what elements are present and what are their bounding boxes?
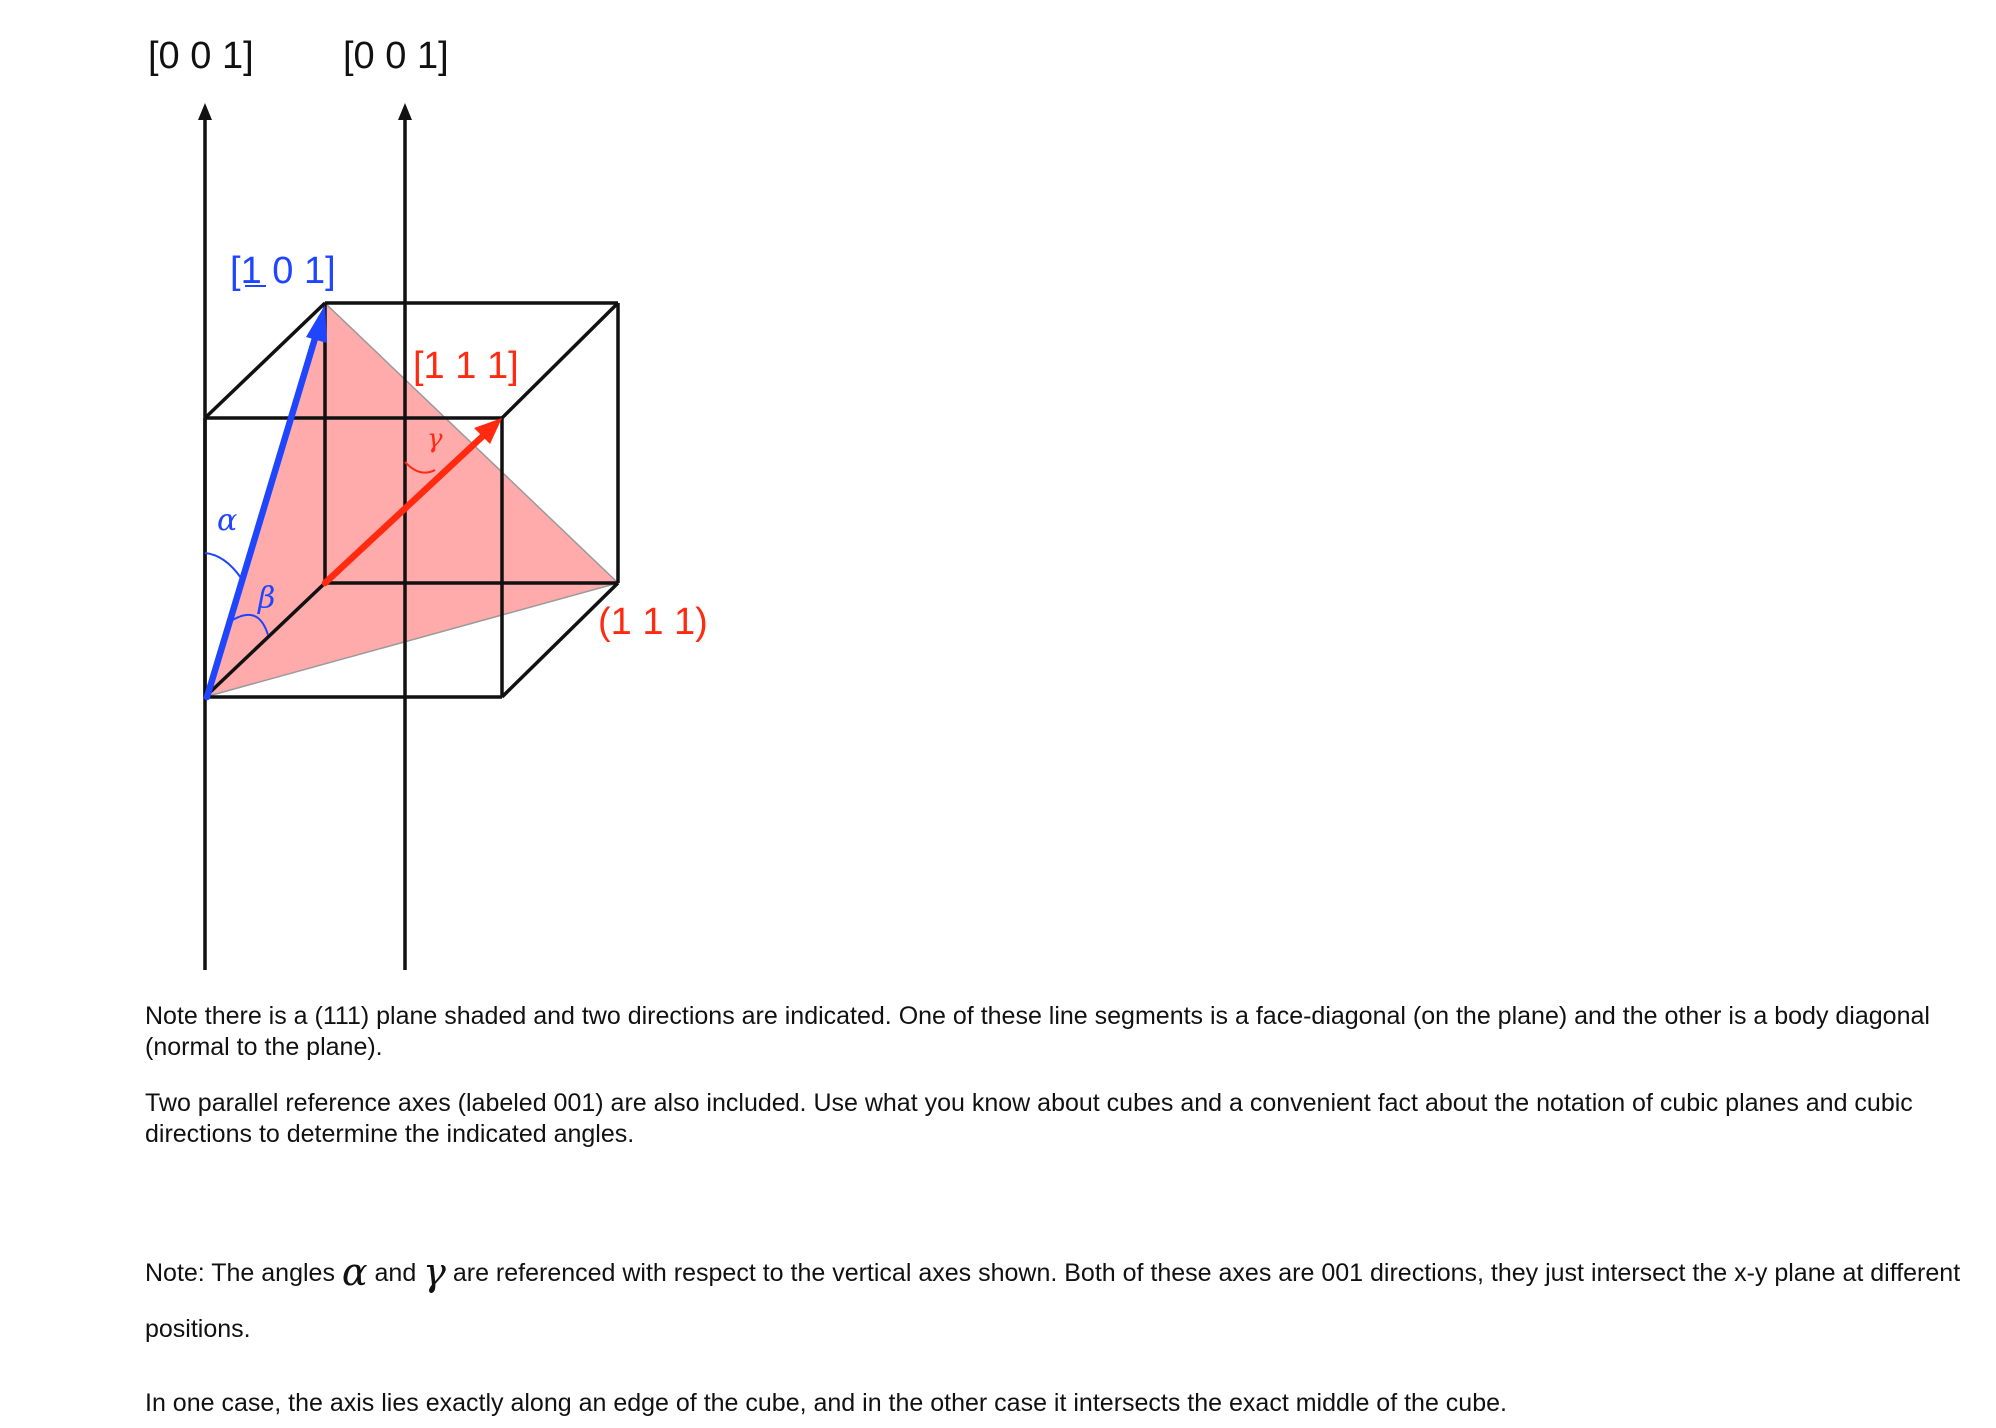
gamma-label: γ	[427, 424, 443, 454]
inline-gamma-symbol: γ	[423, 1250, 446, 1294]
alpha-angle-arc	[205, 553, 241, 578]
face-diagonal-label-bar-digit: 1	[240, 250, 262, 292]
alpha-label: α	[217, 503, 238, 538]
plane-label: (1 1 1)	[598, 601, 708, 643]
paragraph-reference-axes: Two parallel reference axes (labeled 001) are also included. Use what you know about cubes and a convenient fact about the notation of cubic planes and cubic directions to determine the indicated angles.	[145, 1089, 1913, 1148]
paragraph-angle-note: Note: The angles α and γ are referenced with respect to the vertical axes shown. Both of these axes are 001 directions, they just intersect the x-y plane at different positions.	[145, 1250, 1961, 1343]
paragraph-plane-note: Note there is a (111) plane shaded and two directions are indicated. One of these line segments is a face-diagonal (on the plane) and the other is a body diagonal (normal to the plane).	[145, 1002, 1930, 1061]
axis-label-left: [0 0 1]	[148, 35, 254, 77]
face-diagonal-label: [1 0 1]	[230, 250, 336, 292]
axis-label-right: [0 0 1]	[343, 35, 449, 77]
paragraph-axis-cases: In one case, the axis lies exactly along an edge of the cube, and in the other case it intersects the exact middle of the cube.	[145, 1389, 1507, 1417]
reference-axis-left	[198, 103, 212, 970]
body-diagonal-label: [1 1 1]	[413, 345, 519, 387]
beta-label: β	[258, 581, 276, 616]
inline-alpha-symbol: α	[341, 1250, 368, 1294]
